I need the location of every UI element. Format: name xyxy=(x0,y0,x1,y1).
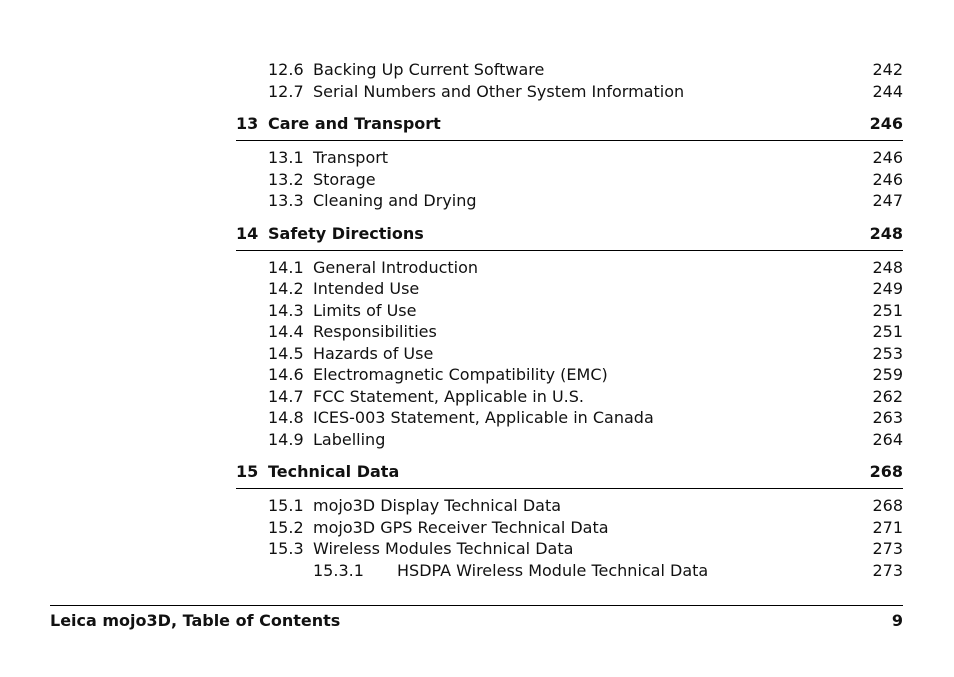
toc-section-entry[interactable] xyxy=(236,169,903,191)
toc-chapter-heading[interactable] xyxy=(236,223,903,251)
toc-entry-page: 249 xyxy=(872,279,903,298)
toc-entry-number: 12.7 xyxy=(268,81,304,101)
toc-entry-page: 263 xyxy=(872,408,903,427)
toc-entry-number: 14 xyxy=(236,223,259,243)
toc-section-entry[interactable] xyxy=(236,300,903,322)
toc-entry-title: ICES-003 Statement, Applicable in Canada xyxy=(313,408,654,427)
toc-entry-title: Transport xyxy=(313,148,389,167)
toc-section-entry[interactable] xyxy=(236,257,903,279)
toc-entry-page: 271 xyxy=(872,517,903,537)
toc-entry-title: Safety Directions xyxy=(268,223,424,243)
toc-entry-title: FCC Statement, Applicable in U.S. xyxy=(313,386,584,406)
toc-entry-number: 15.2 xyxy=(268,517,304,537)
toc-entry-number: 14.4 xyxy=(268,322,304,341)
toc-entry-page: 248 xyxy=(869,223,903,243)
footer-title: Leica mojo3D, Table of Contents xyxy=(50,611,341,630)
toc-chapter-heading[interactable] xyxy=(236,461,903,489)
toc-entry-page: 253 xyxy=(872,343,903,363)
toc-entry-number: 14.8 xyxy=(268,408,304,427)
toc-entry-page: 251 xyxy=(872,322,903,341)
toc-entry-title: mojo3D GPS Receiver Technical Data xyxy=(313,517,609,537)
toc-entry-number: 14.7 xyxy=(268,386,304,406)
toc-entry-title: Technical Data xyxy=(268,462,400,481)
page-footer xyxy=(50,605,903,631)
toc-section-entry[interactable] xyxy=(236,429,903,451)
toc-section-entry[interactable] xyxy=(236,538,903,560)
toc-section-entry[interactable] xyxy=(236,81,903,103)
toc-entry-title: HSDPA Wireless Module Technical Data xyxy=(397,560,709,580)
toc-entry-number: 15.3 xyxy=(268,539,304,558)
toc-entry-title: Backing Up Current Software xyxy=(313,60,545,79)
toc-entry-number: 14.9 xyxy=(268,429,304,449)
toc-section-entry[interactable] xyxy=(236,386,903,408)
toc-section-entry[interactable] xyxy=(236,278,903,300)
toc-entry-number: 14.6 xyxy=(268,365,304,384)
toc-entry-title: Electromagnetic Compatibility (EMC) xyxy=(313,365,608,384)
toc-entry-number: 12.6 xyxy=(268,60,304,79)
toc-entry-page: 273 xyxy=(872,539,903,558)
toc-entry-page: 264 xyxy=(872,429,903,449)
toc-entry-title: Care and Transport xyxy=(268,114,441,133)
toc-entry-number: 14.1 xyxy=(268,257,304,277)
toc-entry-page: 247 xyxy=(872,191,903,210)
footer-page-number: 9 xyxy=(891,611,903,630)
toc-section-entry[interactable] xyxy=(236,495,903,517)
toc-section-entry[interactable] xyxy=(236,407,903,429)
toc-entry-title: Wireless Modules Technical Data xyxy=(313,539,574,558)
toc-section-entry[interactable] xyxy=(236,321,903,343)
toc-entry-number: 13.1 xyxy=(268,148,304,167)
toc-entry-number: 13.2 xyxy=(268,169,304,189)
toc-entry-title: Storage xyxy=(313,169,376,189)
toc-entry-page: 268 xyxy=(872,496,903,515)
toc-section-entry[interactable] xyxy=(236,517,903,539)
toc-section-entry[interactable] xyxy=(236,364,903,386)
toc-entry-page: 246 xyxy=(872,148,903,167)
toc-entry-title: Hazards of Use xyxy=(313,343,434,363)
toc-entry-number: 14.3 xyxy=(268,300,304,320)
toc-entry-title: Limits of Use xyxy=(313,300,417,320)
toc-section-entry[interactable] xyxy=(236,343,903,365)
toc-entry-number: 15 xyxy=(236,462,259,481)
toc-entry-number: 14.2 xyxy=(268,279,304,298)
toc-entry-number: 14.5 xyxy=(268,343,304,363)
toc-entry-title: mojo3D Display Technical Data xyxy=(313,496,562,515)
toc-subsubsection-entry[interactable] xyxy=(236,560,903,582)
toc-entry-number: 15.3.1 xyxy=(313,560,364,580)
toc-section-entry[interactable] xyxy=(236,147,903,169)
toc-entry-page: 268 xyxy=(869,462,903,481)
toc-entry-number: 13.3 xyxy=(268,191,304,210)
toc-entry-title: Labelling xyxy=(313,429,386,449)
toc-entry-title: Responsibilities xyxy=(313,322,437,341)
toc-entry-page: 246 xyxy=(869,114,903,133)
toc-entry-page: 242 xyxy=(872,60,903,79)
toc-entry-number: 13 xyxy=(236,114,259,133)
toc-chapter-heading[interactable] xyxy=(236,113,903,141)
toc-section-entry[interactable] xyxy=(236,190,903,212)
toc-entry-number: 15.1 xyxy=(268,496,304,515)
toc-entry-page: 273 xyxy=(872,560,903,580)
toc-entry-page: 248 xyxy=(872,257,903,277)
toc-entry-page: 244 xyxy=(872,81,903,101)
toc-entry-title: Serial Numbers and Other System Information xyxy=(313,81,685,101)
toc-entry-page: 246 xyxy=(872,169,903,189)
toc-entry-title: General Introduction xyxy=(313,257,479,277)
toc-entry-page: 259 xyxy=(872,365,903,384)
table-of-contents xyxy=(236,59,903,581)
toc-entry-page: 251 xyxy=(872,300,903,320)
toc-section-entry[interactable] xyxy=(236,59,903,81)
toc-entry-title: Cleaning and Drying xyxy=(313,191,477,210)
toc-entry-title: Intended Use xyxy=(313,279,420,298)
toc-entry-page: 262 xyxy=(872,386,903,406)
